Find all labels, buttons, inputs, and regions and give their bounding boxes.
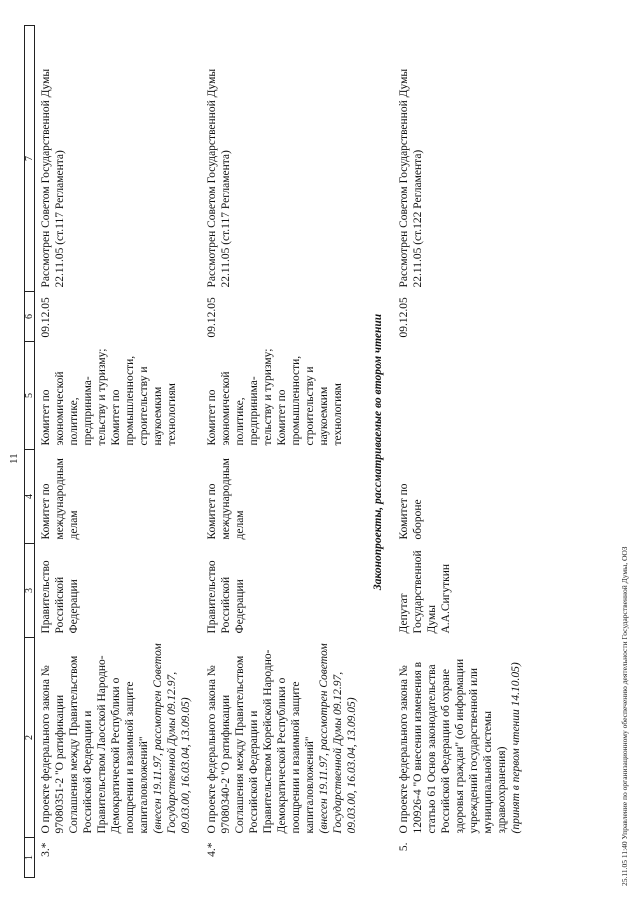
initiator-cell: Правительство Российской Федерации bbox=[206, 560, 247, 634]
responsible-committee-cell: Комитет по международным делам bbox=[206, 458, 247, 540]
column-number: 1 bbox=[25, 838, 35, 878]
co-executors-cell bbox=[393, 342, 531, 450]
agenda-table bbox=[24, 25, 532, 878]
section-heading-row bbox=[367, 26, 393, 878]
column-number: 4 bbox=[25, 450, 35, 544]
table-row bbox=[393, 26, 531, 878]
table-row bbox=[201, 26, 367, 878]
status-cell: Рассмотрен Советом Государственной Думы 22.11.05 (ст.117 Регламента) bbox=[40, 68, 67, 288]
status-cell: Рассмотрен Советом Государственной Думы 22.11.05 (ст.122 Регламента) bbox=[398, 68, 425, 288]
initiator-cell: Правительство Российской Федерации bbox=[40, 560, 81, 634]
date-cell: 09.12.05 bbox=[40, 297, 52, 338]
page-footer: 25.11.05 11:40 Управление по организационному обеспечению деятельности Государственной Думы, ООЗ bbox=[620, 546, 629, 886]
table-row bbox=[35, 26, 202, 878]
date-cell: 09.12.05 bbox=[206, 297, 219, 338]
bill-cell bbox=[201, 638, 367, 838]
column-number: 3 bbox=[25, 544, 35, 638]
responsible-committee-cell: Комитет по международным делам bbox=[40, 458, 81, 540]
bill-note: (принят в первом чтении 14.10.05) bbox=[510, 662, 523, 834]
bill-note: (внесен 19.11.97, рассмотрен Советом Государственной Думы 09.12.97, 09.03.00, 16.03.04, 13.09.05) bbox=[318, 643, 359, 834]
co-executors-cell: Комитет по экономической политике, предпринима-тельству и туризму; Комитет по промышленности, строительству и наукоемким технологиям bbox=[40, 348, 179, 446]
bill-cell bbox=[35, 638, 202, 838]
status-cell: Рассмотрен Советом Государственной Думы 22.11.05 (ст.117 Регламента) bbox=[206, 68, 233, 288]
column-number: 5 bbox=[25, 342, 35, 450]
initiator-cell: Депутат Государственной Думы А.А.Сигуткин bbox=[398, 550, 453, 634]
column-number: 7 bbox=[25, 26, 35, 292]
bill-note: (внесен 19.11.97, рассмотрен Советом Государственной Думы 09.12.97, 09.03.00, 16.03.04, 13.09.05) bbox=[152, 643, 193, 834]
bill-title: О проекте федерального закона № 97080340-2 "О ратификации Соглашения между Правительством Российской Федерации и Правительством Корейской Народно-Демократической Республики о поощрении и взаимной защите капиталовложений" bbox=[206, 649, 317, 834]
page-number: 11 bbox=[8, 453, 20, 464]
bill-title: О проекте федерального закона № 97080351-2 "О ратификации Соглашения между Правительством Российской Федерации и Правительством Лаосской Народно-Демократической Республики о поощрении и взаимной защите капиталовложений" bbox=[40, 655, 151, 834]
column-number: 6 bbox=[25, 292, 35, 342]
responsible-committee-cell: Комитет по обороне bbox=[398, 483, 425, 540]
column-number: 2 bbox=[25, 638, 35, 838]
column-number-row bbox=[25, 26, 35, 878]
row-number: 5. bbox=[398, 842, 411, 852]
row-number: 4.* bbox=[206, 842, 219, 857]
row-number: 3.* bbox=[40, 842, 52, 857]
date-cell: 09.12.05 bbox=[398, 297, 411, 338]
bill-cell bbox=[393, 638, 531, 838]
section-heading: Законопроекты, рассматриваемые во втором чтении bbox=[372, 313, 385, 591]
bill-title: О проекте федерального закона № 120926-4 "О внесении изменения в статью 61 Основ законодательства Российской Федерации об охране здоровья граждан" (об информации учреждений государственной или муниципальной системы здравоохранения) bbox=[398, 658, 509, 834]
co-executors-cell: Комитет по экономической политике, предпринима-тельству и туризму; Комитет по промышленности, строительству и наукоемким технологиям bbox=[206, 348, 345, 446]
